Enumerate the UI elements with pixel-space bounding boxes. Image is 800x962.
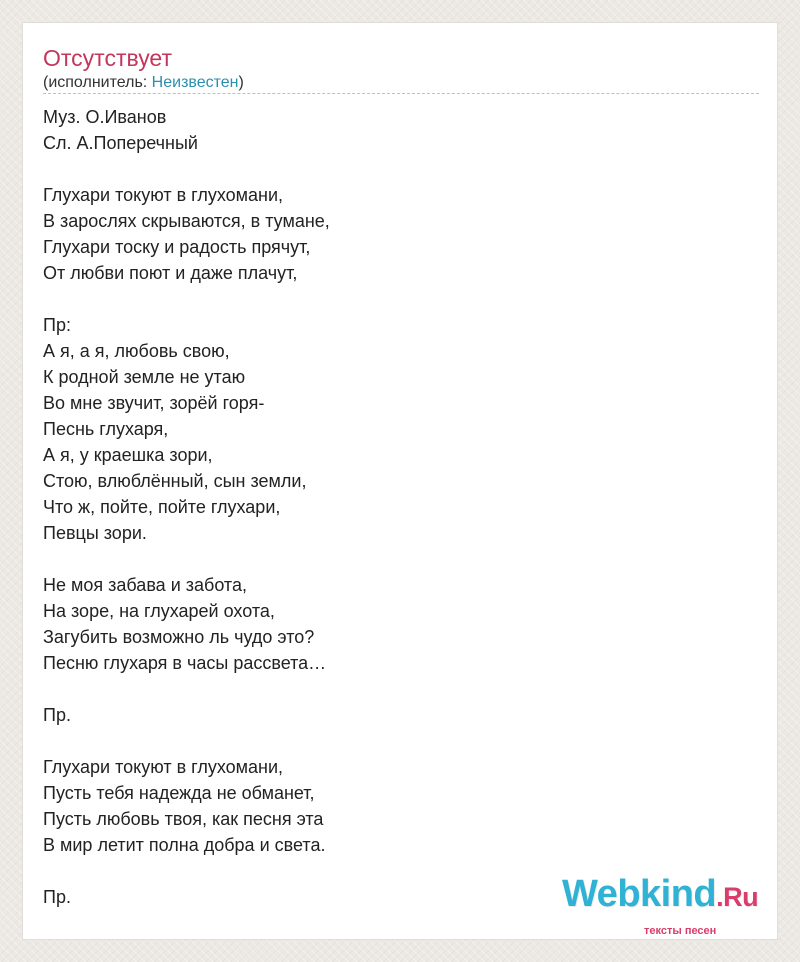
- lyric-line: Не моя забава и забота,: [43, 575, 247, 595]
- lyric-line: Пр.: [43, 887, 71, 907]
- lyric-line: А я, у краешка зори,: [43, 445, 213, 465]
- lyric-line: Пр.: [43, 705, 71, 725]
- lyric-line: В зарослях скрываются, в тумане,: [43, 211, 330, 231]
- lyric-line: Пусть тебя надежда не обманет,: [43, 783, 315, 803]
- logo-tagline: тексты песен: [644, 925, 717, 937]
- lyric-line: На зоре, на глухарей охота,: [43, 601, 275, 621]
- lyric-line: К родной земле не утаю: [43, 367, 246, 387]
- lyric-line: Стою, влюблённый, сын земли,: [43, 471, 307, 491]
- lyric-line: [43, 286, 330, 312]
- lyric-line: Песню глухаря в часы рассвета…: [43, 653, 327, 673]
- lyrics-card: [22, 22, 778, 940]
- lyric-line: Пусть любовь твоя, как песня эта: [43, 809, 324, 829]
- lyric-line: Песнь глухаря,: [43, 419, 169, 439]
- lyric-line: От любви поют и даже плачут,: [43, 263, 298, 283]
- logo-brand: Webkind: [562, 873, 717, 915]
- lyric-line: [43, 546, 330, 572]
- lyric-line: Во мне звучит, зорёй горя-: [43, 393, 265, 413]
- lyric-line: Загубить возможно ль чудо это?: [43, 627, 315, 647]
- lyric-line: Пр:: [43, 315, 71, 335]
- lyric-line: [43, 156, 330, 182]
- logo-wordmark: [562, 872, 758, 919]
- lyrics-text: [43, 104, 330, 910]
- lyric-line: Глухари тоску и радость прячут,: [43, 237, 311, 257]
- header-divider: [43, 93, 759, 94]
- lyric-line: Глухари токуют в глухомани,: [43, 757, 284, 777]
- logo-tld: .Ru: [716, 882, 759, 912]
- song-title: Отсутствует: [43, 45, 172, 71]
- artist-suffix: ): [238, 74, 244, 91]
- lyric-line: В мир летит полна добра и света.: [43, 835, 326, 855]
- artist-link[interactable]: Неизвестен: [151, 74, 239, 91]
- lyric-line: Сл. А.Поперечный: [43, 133, 198, 153]
- lyric-line: [43, 676, 330, 702]
- lyric-line: Что ж, пойте, пойте глухари,: [43, 497, 281, 517]
- lyric-line: Певцы зори.: [43, 523, 147, 543]
- artist-line: [43, 73, 244, 93]
- lyric-line: А я, а я, любовь свою,: [43, 341, 230, 361]
- lyric-line: Муз. О.Иванов: [43, 107, 167, 127]
- webkind-logo[interactable]: [562, 872, 762, 937]
- artist-prefix: (исполнитель:: [43, 74, 152, 91]
- lyric-line: [43, 858, 330, 884]
- lyric-line: [43, 728, 330, 754]
- lyric-line: Глухари токуют в глухомани,: [43, 185, 284, 205]
